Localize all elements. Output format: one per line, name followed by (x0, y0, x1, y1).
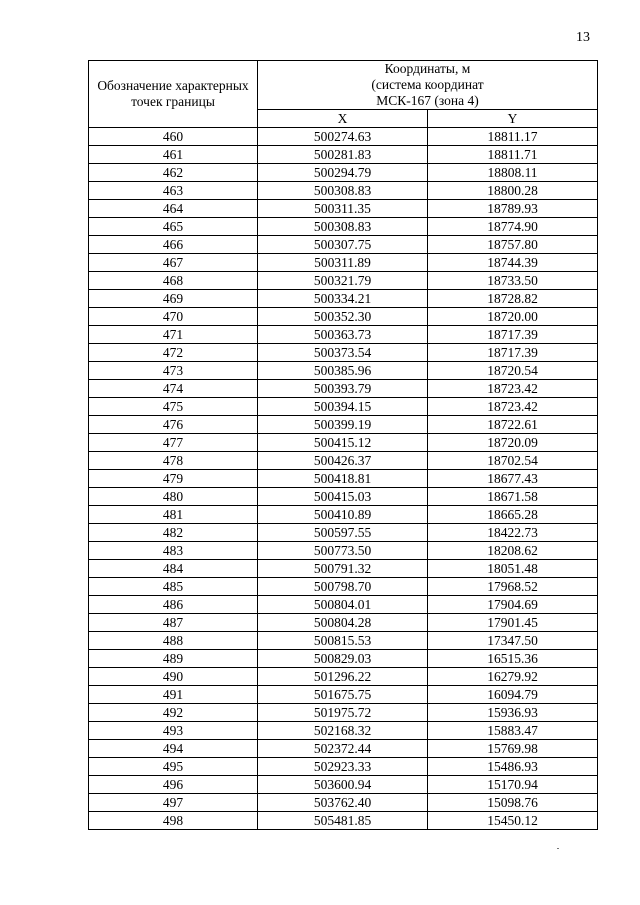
header-x: X (258, 110, 428, 128)
point-number-cell: 487 (89, 614, 258, 632)
point-number-cell: 496 (89, 776, 258, 794)
y-coordinate-cell: 15936.93 (428, 704, 598, 722)
x-coordinate-cell: 503762.40 (258, 794, 428, 812)
table-row (89, 776, 598, 794)
point-number-cell: 492 (89, 704, 258, 722)
y-coordinate-cell: 15450.12 (428, 812, 598, 830)
point-number-cell: 467 (89, 254, 258, 272)
x-coordinate-cell: 502923.33 (258, 758, 428, 776)
y-coordinate-cell: 15170.94 (428, 776, 598, 794)
x-coordinate-cell: 500410.89 (258, 506, 428, 524)
y-coordinate-cell: 18720.09 (428, 434, 598, 452)
x-coordinate-cell: 500829.03 (258, 650, 428, 668)
table-row (89, 506, 598, 524)
x-coordinate-cell: 500385.96 (258, 362, 428, 380)
table-row (89, 812, 598, 830)
table-row (89, 614, 598, 632)
table-row (89, 434, 598, 452)
point-number-cell: 490 (89, 668, 258, 686)
table-row (89, 326, 598, 344)
table-row (89, 722, 598, 740)
point-number-cell: 494 (89, 740, 258, 758)
table-row (89, 470, 598, 488)
point-number-cell: 493 (89, 722, 258, 740)
x-coordinate-cell: 500815.53 (258, 632, 428, 650)
x-coordinate-cell: 500294.79 (258, 164, 428, 182)
y-coordinate-cell: 18720.00 (428, 308, 598, 326)
y-coordinate-cell: 18800.28 (428, 182, 598, 200)
point-number-cell: 476 (89, 416, 258, 434)
point-number-cell: 468 (89, 272, 258, 290)
point-number-cell: 482 (89, 524, 258, 542)
point-number-cell: 481 (89, 506, 258, 524)
table-row (89, 398, 598, 416)
y-coordinate-cell: 18722.61 (428, 416, 598, 434)
point-number-cell: 498 (89, 812, 258, 830)
table-row (89, 632, 598, 650)
x-coordinate-cell: 500311.89 (258, 254, 428, 272)
point-number-cell: 485 (89, 578, 258, 596)
x-coordinate-cell: 502372.44 (258, 740, 428, 758)
point-number-cell: 497 (89, 794, 258, 812)
y-coordinate-cell: 15486.93 (428, 758, 598, 776)
point-number-cell: 483 (89, 542, 258, 560)
y-coordinate-cell: 18720.54 (428, 362, 598, 380)
point-number-cell: 488 (89, 632, 258, 650)
point-number-cell: 484 (89, 560, 258, 578)
header-coordinates-line2: (система координат (371, 77, 484, 92)
table-row (89, 380, 598, 398)
y-coordinate-cell: 16515.36 (428, 650, 598, 668)
y-coordinate-cell: 18723.42 (428, 398, 598, 416)
table-row (89, 650, 598, 668)
x-coordinate-cell: 501296.22 (258, 668, 428, 686)
x-coordinate-cell: 500281.83 (258, 146, 428, 164)
point-number-cell: 469 (89, 290, 258, 308)
x-coordinate-cell: 500426.37 (258, 452, 428, 470)
x-coordinate-cell: 500352.30 (258, 308, 428, 326)
header-y: Y (428, 110, 598, 128)
y-coordinate-cell: 17901.45 (428, 614, 598, 632)
table-row (89, 686, 598, 704)
header-coordinates-line3: МСК-167 (зона 4) (376, 93, 479, 108)
table-row (89, 308, 598, 326)
y-coordinate-cell: 15883.47 (428, 722, 598, 740)
y-coordinate-cell: 15769.98 (428, 740, 598, 758)
table-row (89, 200, 598, 218)
x-coordinate-cell: 500363.73 (258, 326, 428, 344)
y-coordinate-cell: 18702.54 (428, 452, 598, 470)
y-coordinate-cell: 18422.73 (428, 524, 598, 542)
point-number-cell: 470 (89, 308, 258, 326)
x-coordinate-cell: 500274.63 (258, 128, 428, 146)
point-number-cell: 475 (89, 398, 258, 416)
y-coordinate-cell: 18757.80 (428, 236, 598, 254)
table-row (89, 164, 598, 182)
table-row (89, 362, 598, 380)
x-coordinate-cell: 500791.32 (258, 560, 428, 578)
header-coordinates-line1: Координаты, м (384, 61, 471, 76)
header-point-designation: Обозначение характерных точек границы (89, 61, 258, 128)
point-number-cell: 479 (89, 470, 258, 488)
x-coordinate-cell: 500394.15 (258, 398, 428, 416)
x-coordinate-cell: 502168.32 (258, 722, 428, 740)
y-coordinate-cell: 18665.28 (428, 506, 598, 524)
table-row (89, 272, 598, 290)
table-row (89, 488, 598, 506)
y-coordinate-cell: 18733.50 (428, 272, 598, 290)
x-coordinate-cell: 500804.01 (258, 596, 428, 614)
y-coordinate-cell: 15098.76 (428, 794, 598, 812)
table-row (89, 416, 598, 434)
point-number-cell: 489 (89, 650, 258, 668)
y-coordinate-cell: 18671.58 (428, 488, 598, 506)
x-coordinate-cell: 500399.19 (258, 416, 428, 434)
point-number-cell: 464 (89, 200, 258, 218)
table-row (89, 560, 598, 578)
x-coordinate-cell: 500307.75 (258, 236, 428, 254)
y-coordinate-cell: 18717.39 (428, 344, 598, 362)
x-coordinate-cell: 500321.79 (258, 272, 428, 290)
x-coordinate-cell: 500334.21 (258, 290, 428, 308)
table-row (89, 290, 598, 308)
y-coordinate-cell: 17968.52 (428, 578, 598, 596)
point-number-cell: 465 (89, 218, 258, 236)
x-coordinate-cell: 500308.83 (258, 182, 428, 200)
y-coordinate-cell: 17347.50 (428, 632, 598, 650)
point-number-cell: 463 (89, 182, 258, 200)
point-number-cell: 491 (89, 686, 258, 704)
table-row (89, 524, 598, 542)
point-number-cell: 478 (89, 452, 258, 470)
x-coordinate-cell: 503600.94 (258, 776, 428, 794)
table-row (89, 128, 598, 146)
x-coordinate-cell: 500393.79 (258, 380, 428, 398)
point-number-cell: 474 (89, 380, 258, 398)
x-coordinate-cell: 501675.75 (258, 686, 428, 704)
table-row (89, 794, 598, 812)
table-row (89, 344, 598, 362)
y-coordinate-cell: 18728.82 (428, 290, 598, 308)
y-coordinate-cell: 18051.48 (428, 560, 598, 578)
x-coordinate-cell: 500415.12 (258, 434, 428, 452)
page-number: 13 (576, 30, 590, 45)
point-number-cell: 495 (89, 758, 258, 776)
y-coordinate-cell: 18744.39 (428, 254, 598, 272)
table-row (89, 236, 598, 254)
y-coordinate-cell: 17904.69 (428, 596, 598, 614)
table-row (89, 218, 598, 236)
table-row (89, 596, 598, 614)
table-row (89, 182, 598, 200)
x-coordinate-cell: 505481.85 (258, 812, 428, 830)
table-row (89, 578, 598, 596)
point-number-cell: 466 (89, 236, 258, 254)
table-row (89, 146, 598, 164)
y-coordinate-cell: 18717.39 (428, 326, 598, 344)
x-coordinate-cell: 500415.03 (258, 488, 428, 506)
table-row (89, 704, 598, 722)
x-coordinate-cell: 500773.50 (258, 542, 428, 560)
point-number-cell: 486 (89, 596, 258, 614)
y-coordinate-cell: 18677.43 (428, 470, 598, 488)
x-coordinate-cell: 500798.70 (258, 578, 428, 596)
point-number-cell: 473 (89, 362, 258, 380)
x-coordinate-cell: 500804.28 (258, 614, 428, 632)
table-row (89, 758, 598, 776)
table-row (89, 254, 598, 272)
table-row (89, 668, 598, 686)
point-number-cell: 471 (89, 326, 258, 344)
y-coordinate-cell: 18774.90 (428, 218, 598, 236)
point-number-cell: 462 (89, 164, 258, 182)
y-coordinate-cell: 18811.17 (428, 128, 598, 146)
x-coordinate-cell: 500373.54 (258, 344, 428, 362)
point-number-cell: 472 (89, 344, 258, 362)
y-coordinate-cell: 16094.79 (428, 686, 598, 704)
table-row (89, 542, 598, 560)
x-coordinate-cell: 501975.72 (258, 704, 428, 722)
y-coordinate-cell: 18808.11 (428, 164, 598, 182)
coordinates-table (88, 60, 598, 830)
x-coordinate-cell: 500311.35 (258, 200, 428, 218)
point-number-cell: 460 (89, 128, 258, 146)
x-coordinate-cell: 500418.81 (258, 470, 428, 488)
header-coordinates (258, 61, 598, 110)
table-row (89, 452, 598, 470)
y-coordinate-cell: 18723.42 (428, 380, 598, 398)
y-coordinate-cell: 18208.62 (428, 542, 598, 560)
scan-speck (557, 848, 559, 849)
point-number-cell: 461 (89, 146, 258, 164)
table-row (89, 740, 598, 758)
y-coordinate-cell: 16279.92 (428, 668, 598, 686)
x-coordinate-cell: 500597.55 (258, 524, 428, 542)
y-coordinate-cell: 18789.93 (428, 200, 598, 218)
point-number-cell: 477 (89, 434, 258, 452)
x-coordinate-cell: 500308.83 (258, 218, 428, 236)
y-coordinate-cell: 18811.71 (428, 146, 598, 164)
point-number-cell: 480 (89, 488, 258, 506)
